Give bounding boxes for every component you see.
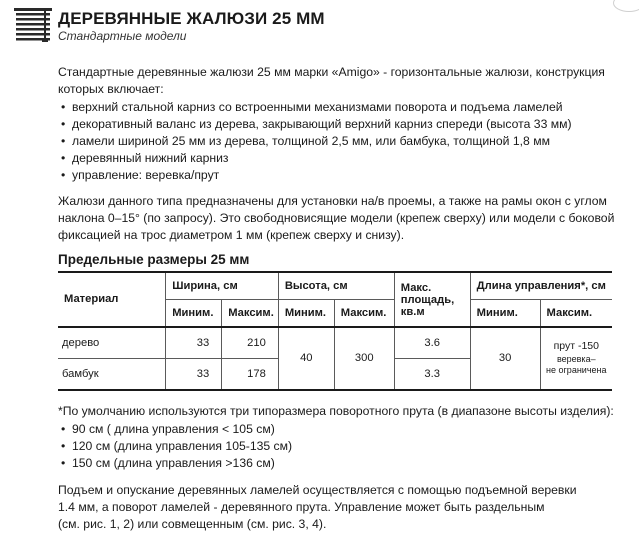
page-title: ДЕРЕВЯННЫЕ ЖАЛЮЗИ 25 ММ [58, 9, 325, 28]
closing-text [58, 482, 628, 533]
list-item: • декоративный валанс из дерева, закрывающий верхний карниз спереди (высота 33 мм) [72, 116, 628, 133]
page-subtitle: Стандартные модели [58, 29, 187, 43]
header-height-min: Миним. [278, 300, 334, 328]
header-control-length: Длина управления*, см [470, 272, 612, 300]
list-item: • деревянный нижний карниз [72, 150, 628, 167]
cell-area-max: 3.3 [394, 359, 470, 391]
intro-text: Стандартные деревянные жалюзи 25 мм марки «Amigo» - горизонтальные жалюзи, конструкция которых включает: [58, 65, 605, 96]
cell-width-min: 33 [166, 359, 222, 391]
usage-text: Жалюзи данного типа предназначены для установки на/в проемы, а также на рамы окон с углом наклона 0–15° (по запросу). Это свободновисящие модели (крепеж сверху) или модели с боковой фиксацией на трос диаметром 1 мм (крепеж сверху и снизу). [58, 194, 615, 242]
cell-height-min: 40 [278, 327, 334, 390]
size-limits-table [58, 271, 612, 391]
list-item: • 120 см (длина управления 105-135 см) [72, 438, 628, 455]
cell-material: бамбук [58, 359, 166, 391]
cell-control-max [540, 327, 612, 390]
header-height-max: Максим. [334, 300, 394, 328]
closing-line: Подъем и опускание деревянных ламелей осуществляется с помощью подъемной веревки [58, 483, 577, 497]
section-title: Предельные размеры 25 мм [58, 252, 250, 267]
header-control-max: Максим. [540, 300, 612, 328]
cell-control-min: 30 [470, 327, 540, 390]
list-item: • верхний стальной карниз со встроенными механизмами поворота и подъема ламелей [72, 99, 628, 116]
footnote-text: *По умолчанию используются три типоразмера поворотного прута (в диапазоне высоты изделия): [58, 404, 614, 418]
list-item: • 150 см (длина управления >136 см) [72, 455, 628, 472]
cell-width-max: 178 [222, 359, 279, 391]
list-item: • ламели шириной 25 мм из дерева, толщиной 2,5 мм, или бамбука, толщиной 1,8 мм [72, 133, 628, 150]
header-max-area: Макс. площадь, кв.м [394, 272, 470, 327]
control-max-cord: веревка– [556, 354, 596, 364]
header-control-min: Миним. [470, 300, 540, 328]
cell-height-max: 300 [334, 327, 394, 390]
header-width-max: Максим. [222, 300, 279, 328]
table-row [58, 327, 612, 359]
closing-line: (см. рис. 1, 2) или совмещенным (см. рис. 3, 4). [58, 517, 327, 531]
control-max-unlimited: не ограничена [546, 365, 607, 375]
header-material: Материал [58, 272, 166, 327]
construction-list [58, 99, 628, 184]
blinds-icon [14, 8, 52, 42]
closing-line: 1.4 мм, а поворот ламелей - деревянного прута. Управление может быть раздельным [58, 500, 545, 514]
main-content [58, 64, 628, 533]
cell-width-max: 210 [222, 327, 279, 359]
header-width: Ширина, см [166, 272, 279, 300]
control-max-rod: прут -150 [553, 340, 599, 352]
list-item: • 90 см ( длина управления < 105 см) [72, 421, 628, 438]
cell-material: дерево [58, 327, 166, 359]
rod-sizes-list [58, 421, 628, 472]
list-item: • управление: веревка/прут [72, 167, 628, 184]
corner-ornament [613, 0, 639, 12]
header-width-min: Миним. [166, 300, 222, 328]
cell-area-max: 3.6 [394, 327, 470, 359]
header-height: Высота, см [278, 272, 394, 300]
cell-width-min: 33 [166, 327, 222, 359]
